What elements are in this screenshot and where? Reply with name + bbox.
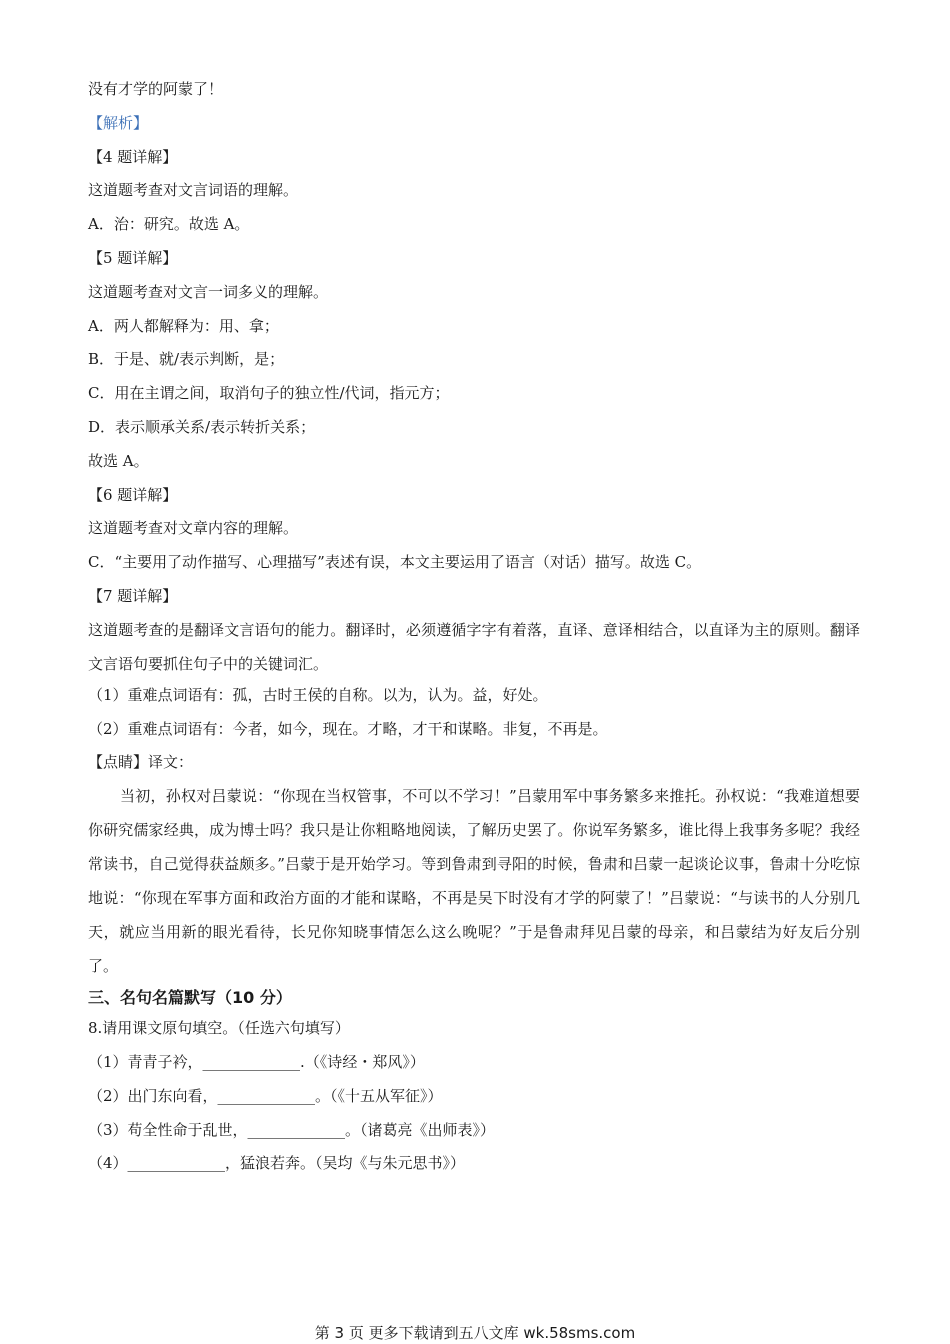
section-heading: 三、名句名篇默写（10 分） [88,988,292,1008]
q5-heading: 【5 题详解】 [88,248,178,267]
q6-heading: 【6 题详解】 [88,485,178,504]
text-line: 没有才学的阿蒙了！ [88,80,224,98]
dianjing-label: 【点睛】译文： [88,753,194,772]
text-line: 故选 A。 [88,451,149,470]
analysis-label: 【解析】 [88,113,149,132]
document-page [88,78,860,1186]
option-c: C．用在主谓之间，取消句子的独立性/代词，指元方； [88,384,450,403]
option-b: B．于是、就/表示判断，是； [88,350,285,369]
q8-item: （2）出门东向看，_____________。（《十五从军征》） [88,1086,443,1105]
q8-item: （1）青青子衿，_____________.（《诗经・郑风》） [88,1052,425,1071]
text-line: 这道题考查对文章内容的理解。 [88,519,299,538]
text-line: 这道题考查对文言一词多义的理解。 [88,282,329,301]
page-footer: 第 3 页 更多下载请到五八文库 wk.58sms.com [314,1324,636,1342]
q4-heading: 【4 题详解】 [88,147,178,166]
q7-heading: 【7 题详解】 [88,586,178,605]
q7-explanation: 这道题考查的是翻译文言语句的能力。翻译时，必须遵循字字有着落，直译、意译相结合，以直译为主的原则。翻译文言语句要抓住句子中的关键词汇。 [88,620,860,673]
option-a: A．两人都解释为：用、拿； [88,316,279,335]
q7-item-1: （1）重难点词语有：孤，古时王侯的自称。以为，认为。益，好处。 [88,685,548,704]
q8-item: （3）苟全性命于乱世，_____________。（诸葛亮《出师表》） [88,1120,496,1139]
text-line: A．治：研究。故选 A。 [88,215,250,234]
translation-paragraph: 当初，孙权对吕蒙说：“你现在当权管事，不可以不学习！”吕蒙用军中事务繁多来推托。孙权说：“我难道想要你研究儒家经典，成为博士吗？我只是让你粗略地阅读，了解历史罢了。你说军务繁多，谁比得上我事务多呢？我经常读书，自己觉得获益颇多。”吕蒙于是开始学习。等到鲁肃到寻阳的时候，鲁肃和吕蒙一起谈论议事，鲁肃十分吃惊地说：“你现在军事方面和政治方面的才能和谋略，不再是吴下时没有才学的阿蒙了！”吕蒙说：“与读书的人分别几天，就应当用新的眼光看待，长兄你知晓事情怎么这么晚呢？”于是鲁肃拜见吕蒙的母亲，和吕蒙结为好友后分别了。 [88,787,860,976]
option-d: D．表示顺承关系/表示转折关系； [88,417,316,436]
question-8: 8.请用课文原句填空。（任选六句填写） [88,1019,350,1038]
q8-item: （4）_____________，猛浪若奔。（吴均《与朱元思书》） [88,1154,466,1173]
text-line: C．“主要用了动作描写、心理描写”表述有误，本文主要运用了语言（对话）描写。故选 C。 [88,553,702,572]
text-line: 这道题考查对文言词语的理解。 [88,181,299,200]
q7-item-2: （2）重难点词语有：今者，如今，现在。才略，才干和谋略。非复，不再是。 [88,719,608,738]
